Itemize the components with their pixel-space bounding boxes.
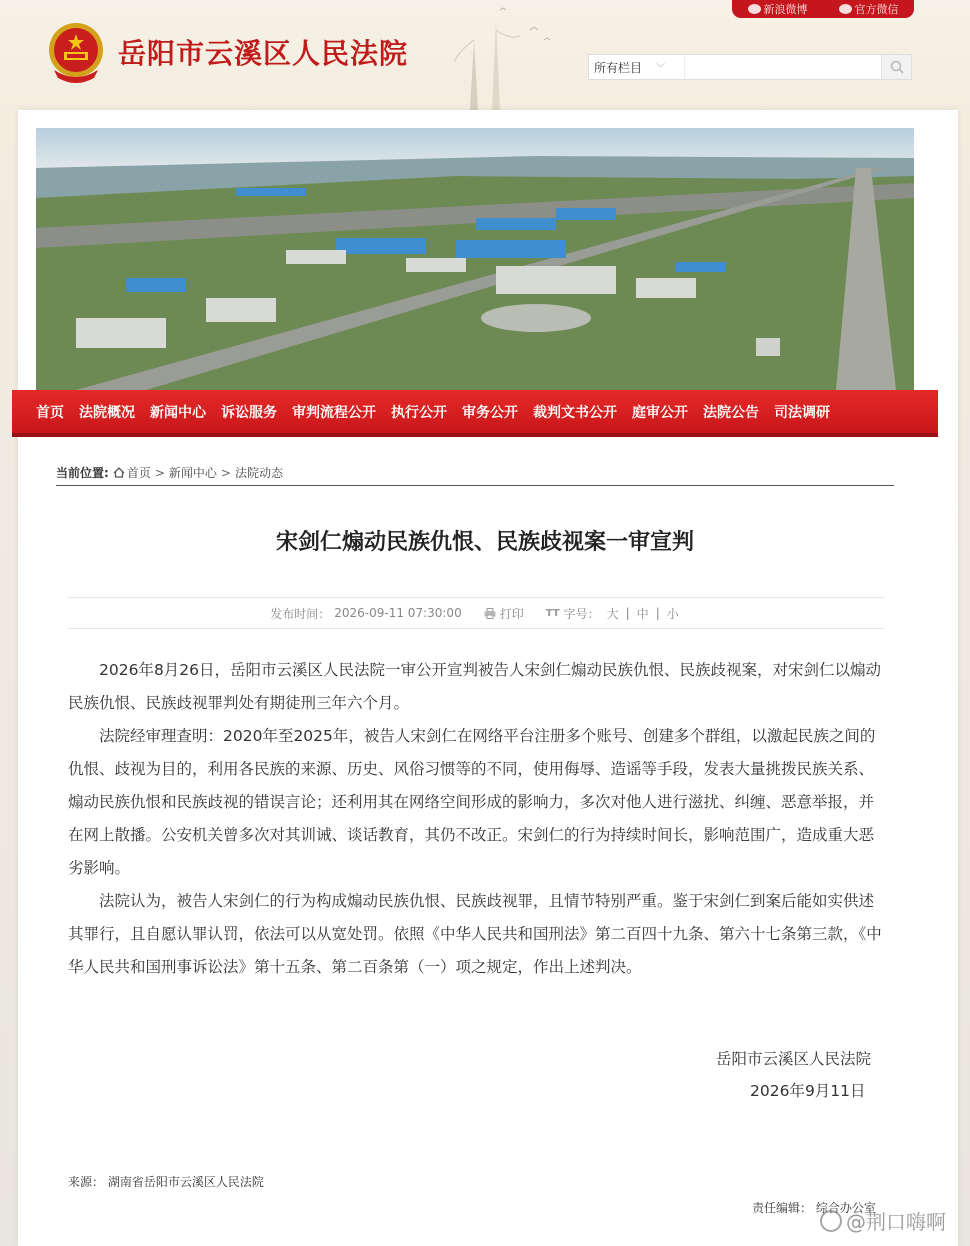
site-title[interactable]: 岳阳市云溪区人民法院: [118, 37, 409, 70]
search-button[interactable]: [881, 55, 911, 79]
search-bar: [588, 54, 912, 80]
article-paragraph: 法院认为，被告人宋剑仁的行为构成煽动民族仇恨、民族歧视罪，且情节特别严重。鉴于宋剑仁到案后能如实供述其罪行，且自愿认罪认罚，依法可以从宽处罚。依照《中华人民共和国刑法》第二百四十九条、第六十七条第三款，《中华人民共和国刑事诉讼法》第十五条、第二百条第（一）项之规定，作出上述判决。: [68, 892, 882, 976]
article-meta: [68, 597, 884, 629]
font-size-small[interactable]: 小: [666, 606, 679, 621]
banner-aerial-photo: [36, 128, 914, 390]
article-paragraph: 法院经审理查明：2020年至2025年，被告人宋剑仁在网络平台注册多个账号、创建多个群组，以激起民族之间的仇恨、歧视为目的，利用各民族的来源、历史、风俗习惯等的不同，使用侮辱、造谣等手段，发表大量挑拨民族关系、煽动民族仇恨和民族歧视的错误言论；还利用其在网络空间形成的影响力，多次对他人进行滋扰、纠缠、恶意举报，并在网上散播。公安机关曾多次对其训诫、谈话教育，其仍不改正。宋剑仁的行为持续时间长，影响范围广，造成重大恶劣影响。: [68, 727, 876, 877]
nav-item-enforcement[interactable]: 执行公开: [391, 404, 447, 421]
nav-item-court-overview[interactable]: 法院概况: [79, 404, 135, 421]
signature-org: 岳阳市云溪区人民法院: [716, 1050, 872, 1068]
national-emblem-logo: [44, 20, 108, 86]
nav-item-judgments[interactable]: 裁判文书公开: [533, 404, 617, 421]
publish-time: 发布时间： 2026-09-11 07:30:00: [270, 606, 462, 621]
article-source: 来源： 湖南省岳阳市云溪区人民法院: [68, 1175, 264, 1189]
nav-item-announcements[interactable]: 法院公告: [703, 404, 759, 421]
nav-item-trial-hearings[interactable]: 庭审公开: [632, 404, 688, 421]
weibo-logo-icon: [820, 1210, 842, 1232]
decorative-ink-painting: [440, 0, 580, 110]
font-size-control: TT 字号： 大 | 中 | 小: [545, 606, 679, 621]
nav-item-home[interactable]: 首页: [36, 404, 64, 421]
breadcrumb-news-center[interactable]: 新闻中心: [168, 466, 217, 480]
article-body: [68, 654, 884, 984]
weibo-icon: [748, 4, 761, 14]
search-icon: [890, 60, 904, 74]
font-size-large[interactable]: 大: [606, 606, 619, 621]
breadcrumb-home[interactable]: 首页: [126, 466, 151, 480]
breadcrumb: 当前位置: 首页 > 新闻中心 > 法院动态: [56, 460, 894, 486]
article-title: 宋剑仁煽动民族仇恨、民族歧视案一审宣判: [275, 530, 694, 555]
nav-item-research[interactable]: 司法调研: [774, 404, 830, 421]
search-scope-select[interactable]: 所有栏目 ﹀: [589, 55, 685, 79]
breadcrumb-label: 当前位置:: [56, 466, 109, 480]
main-nav: [12, 390, 938, 433]
article-editor: 责任编辑： 综合办公室: [752, 1201, 876, 1215]
nav-item-news-center[interactable]: 新闻中心: [150, 404, 206, 421]
nav-item-court-affairs[interactable]: 审务公开: [462, 404, 518, 421]
article-paragraph: 2026年8月26日，岳阳市云溪区人民法院一审公开宣判被告人宋剑仁煽动民族仇恨、民族歧视案，对宋剑仁以煽动民族仇恨、民族歧视罪判处有期徒刑三年六个月。: [68, 661, 882, 712]
top-links: [732, 0, 914, 18]
font-size-icon: TT: [545, 607, 560, 619]
home-icon: [113, 467, 125, 478]
search-input[interactable]: [685, 55, 881, 79]
weibo-link[interactable]: 新浪微博: [748, 1, 808, 17]
chevron-down-icon: ﹀: [656, 63, 666, 74]
wechat-icon: [839, 4, 852, 14]
weibo-watermark: @荆口嗨啊: [820, 1206, 946, 1235]
print-button[interactable]: 打印: [484, 605, 524, 622]
wechat-link[interactable]: 官方微信: [839, 1, 899, 17]
font-size-medium[interactable]: 中: [636, 606, 649, 621]
breadcrumb-court-news[interactable]: 法院动态: [234, 466, 283, 480]
signature-date: 2026年9月11日: [750, 1082, 866, 1100]
nav-item-litigation-service[interactable]: 诉讼服务: [221, 404, 277, 421]
printer-icon: [484, 608, 496, 619]
nav-item-trial-process[interactable]: 审判流程公开: [292, 404, 376, 421]
